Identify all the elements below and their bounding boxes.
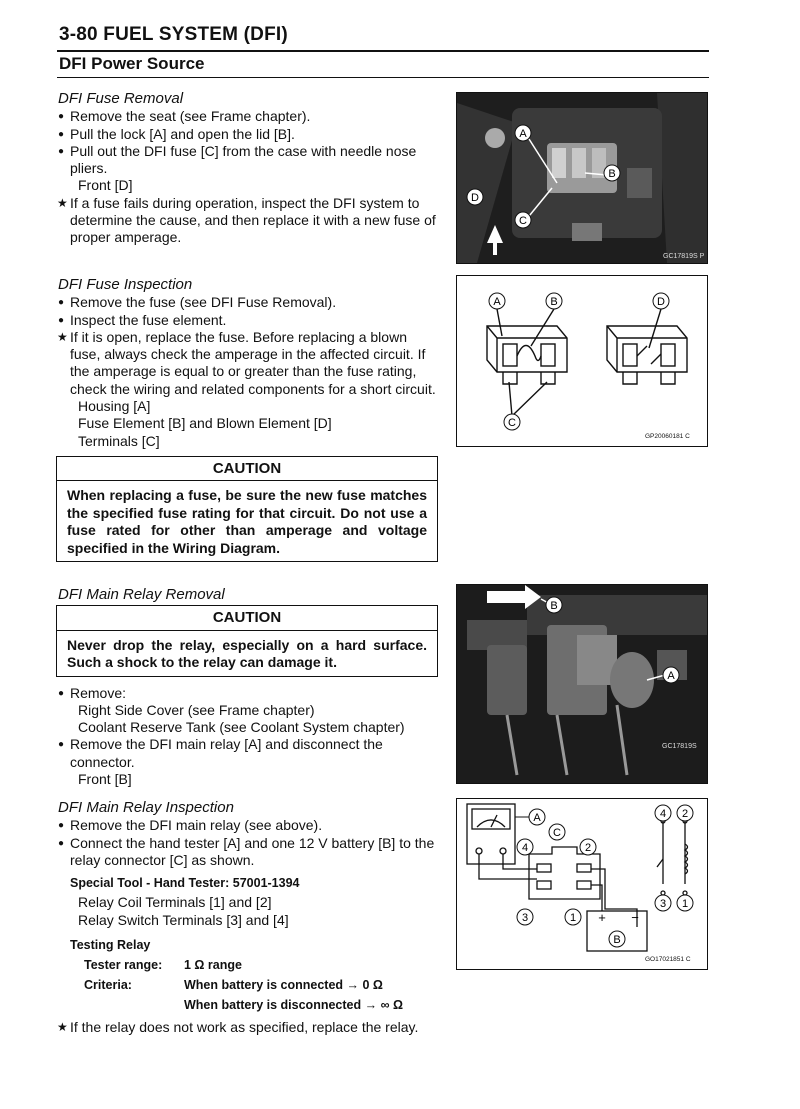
relay-test-diagram	[456, 798, 708, 970]
label-n1: 1	[569, 912, 577, 924]
label-b: B	[550, 600, 558, 612]
label-item: Coolant Reserve Tank (see Coolant System chapter)	[78, 719, 405, 736]
fuse-removal-section	[58, 90, 440, 247]
page-title: 3-80 FUEL SYSTEM (DFI)	[59, 24, 288, 45]
label-a: A	[519, 128, 527, 140]
section-heading: DFI Main Relay Inspection	[58, 799, 234, 816]
list-item: ● Remove the seat (see Frame chapter).	[58, 108, 440, 125]
section-heading: DFI Fuse Inspection	[58, 276, 193, 293]
relay-inspection-section	[58, 799, 440, 1036]
fuse-inspection-section	[58, 276, 440, 562]
list-item: ● Remove the fuse (see DFI Fuse Removal).	[58, 294, 440, 311]
list-item: ● Connect the hand tester [A] and one 12 V battery [B] to the relay connector [C] as shown.	[58, 835, 440, 870]
label-n4: 4	[659, 808, 667, 820]
caution-text: Never drop the relay, especially on a hard surface. Such a shock to the relay can damage it.	[67, 636, 427, 671]
label-item: Housing [A]	[78, 398, 151, 415]
label-item: Terminals [C]	[78, 432, 160, 449]
figure-code: GP20060181 C	[645, 433, 690, 440]
label-b: B	[608, 168, 616, 180]
battery-plus: +	[598, 910, 606, 925]
note-item: ★ If a fuse fails during operation, inspect the DFI system to determine the cause, and then replace it with a new fuse of proper amperage.	[58, 195, 440, 247]
note-item: ★ If the relay does not work as specified, replace the relay.	[58, 1019, 440, 1036]
list-item: ● Inspect the fuse element.	[58, 312, 440, 329]
relay-photo	[456, 584, 708, 784]
caution-title: CAUTION	[57, 606, 437, 630]
label-a: A	[667, 670, 675, 682]
header-rule	[57, 50, 709, 52]
caution-text: When replacing a fuse, be sure the new fuse matches the specified fuse rating for that circuit. Do not use a fuse rated for other than amperage and voltage specified in the Wiring Diagram.	[67, 487, 427, 556]
list-item: ● Pull the lock [A] and open the lid [B].	[58, 126, 440, 143]
label-b: B	[550, 296, 558, 308]
subtitle-rule	[57, 77, 709, 78]
list-item: ● Remove:	[58, 685, 440, 702]
label-a: A	[493, 296, 501, 308]
label-d: D	[471, 192, 479, 204]
label-item: Right Side Cover (see Frame chapter)	[78, 701, 315, 718]
label-b: B	[613, 934, 621, 946]
figure-code: GC17819S P	[663, 253, 705, 260]
criteria-value-2: When battery is disconnected → ∞ Ω	[184, 998, 403, 1013]
caution-box	[56, 456, 438, 562]
criteria-value-1: When battery is connected → 0 Ω	[184, 978, 383, 993]
list-item: ● Remove the DFI main relay (see above).	[58, 817, 440, 834]
label-n2: 2	[681, 808, 689, 820]
caution-box	[56, 605, 438, 676]
list-item: ● Remove the DFI main relay [A] and disconnect the connector.	[58, 736, 440, 771]
label-n3: 3	[659, 898, 667, 910]
caution-title: CAUTION	[57, 457, 437, 481]
tester-range-value: 1 Ω range	[184, 958, 242, 973]
figure-code: GO17021851 C	[645, 956, 691, 963]
label-item: Front [B]	[78, 771, 132, 788]
label-item: Relay Switch Terminals [3] and [4]	[78, 911, 289, 928]
testing-title: Testing Relay	[70, 938, 151, 953]
criteria-label: Criteria:	[84, 978, 132, 993]
fuse-diagram	[456, 275, 708, 447]
relay-removal-section	[58, 586, 440, 788]
label-d: D	[657, 296, 665, 308]
section-heading: DFI Fuse Removal	[58, 90, 184, 107]
label-item: Fuse Element [B] and Blown Element [D]	[78, 415, 332, 432]
label-c: C	[508, 417, 516, 429]
label-item: Relay Coil Terminals [1] and [2]	[78, 894, 272, 911]
label-item: Front [D]	[78, 177, 133, 194]
label-a: A	[533, 812, 541, 824]
figure-code: GC17819S	[662, 743, 697, 750]
battery-minus: −	[631, 910, 639, 925]
label-n4: 4	[521, 842, 529, 854]
label-n3: 3	[521, 912, 529, 924]
list-item: ● Pull out the DFI fuse [C] from the case with needle nose pliers.	[58, 143, 440, 178]
section-title: DFI Power Source	[59, 54, 205, 73]
section-heading: DFI Main Relay Removal	[58, 586, 225, 603]
note-item: ★ If it is open, replace the fuse. Before replacing a blown fuse, always check the amperage in the affected circuit. If the amperage is equal to or greater than the fuse rating, check the wiring and related components for a short circuit.	[58, 329, 440, 398]
special-tool: Special Tool - Hand Tester: 57001-1394	[70, 876, 300, 891]
tester-range-label: Tester range:	[84, 958, 163, 973]
label-n2: 2	[584, 842, 592, 854]
label-n1: 1	[681, 898, 689, 910]
label-c: C	[553, 827, 561, 839]
label-c: C	[519, 215, 527, 227]
fuse-case-photo	[456, 92, 708, 264]
